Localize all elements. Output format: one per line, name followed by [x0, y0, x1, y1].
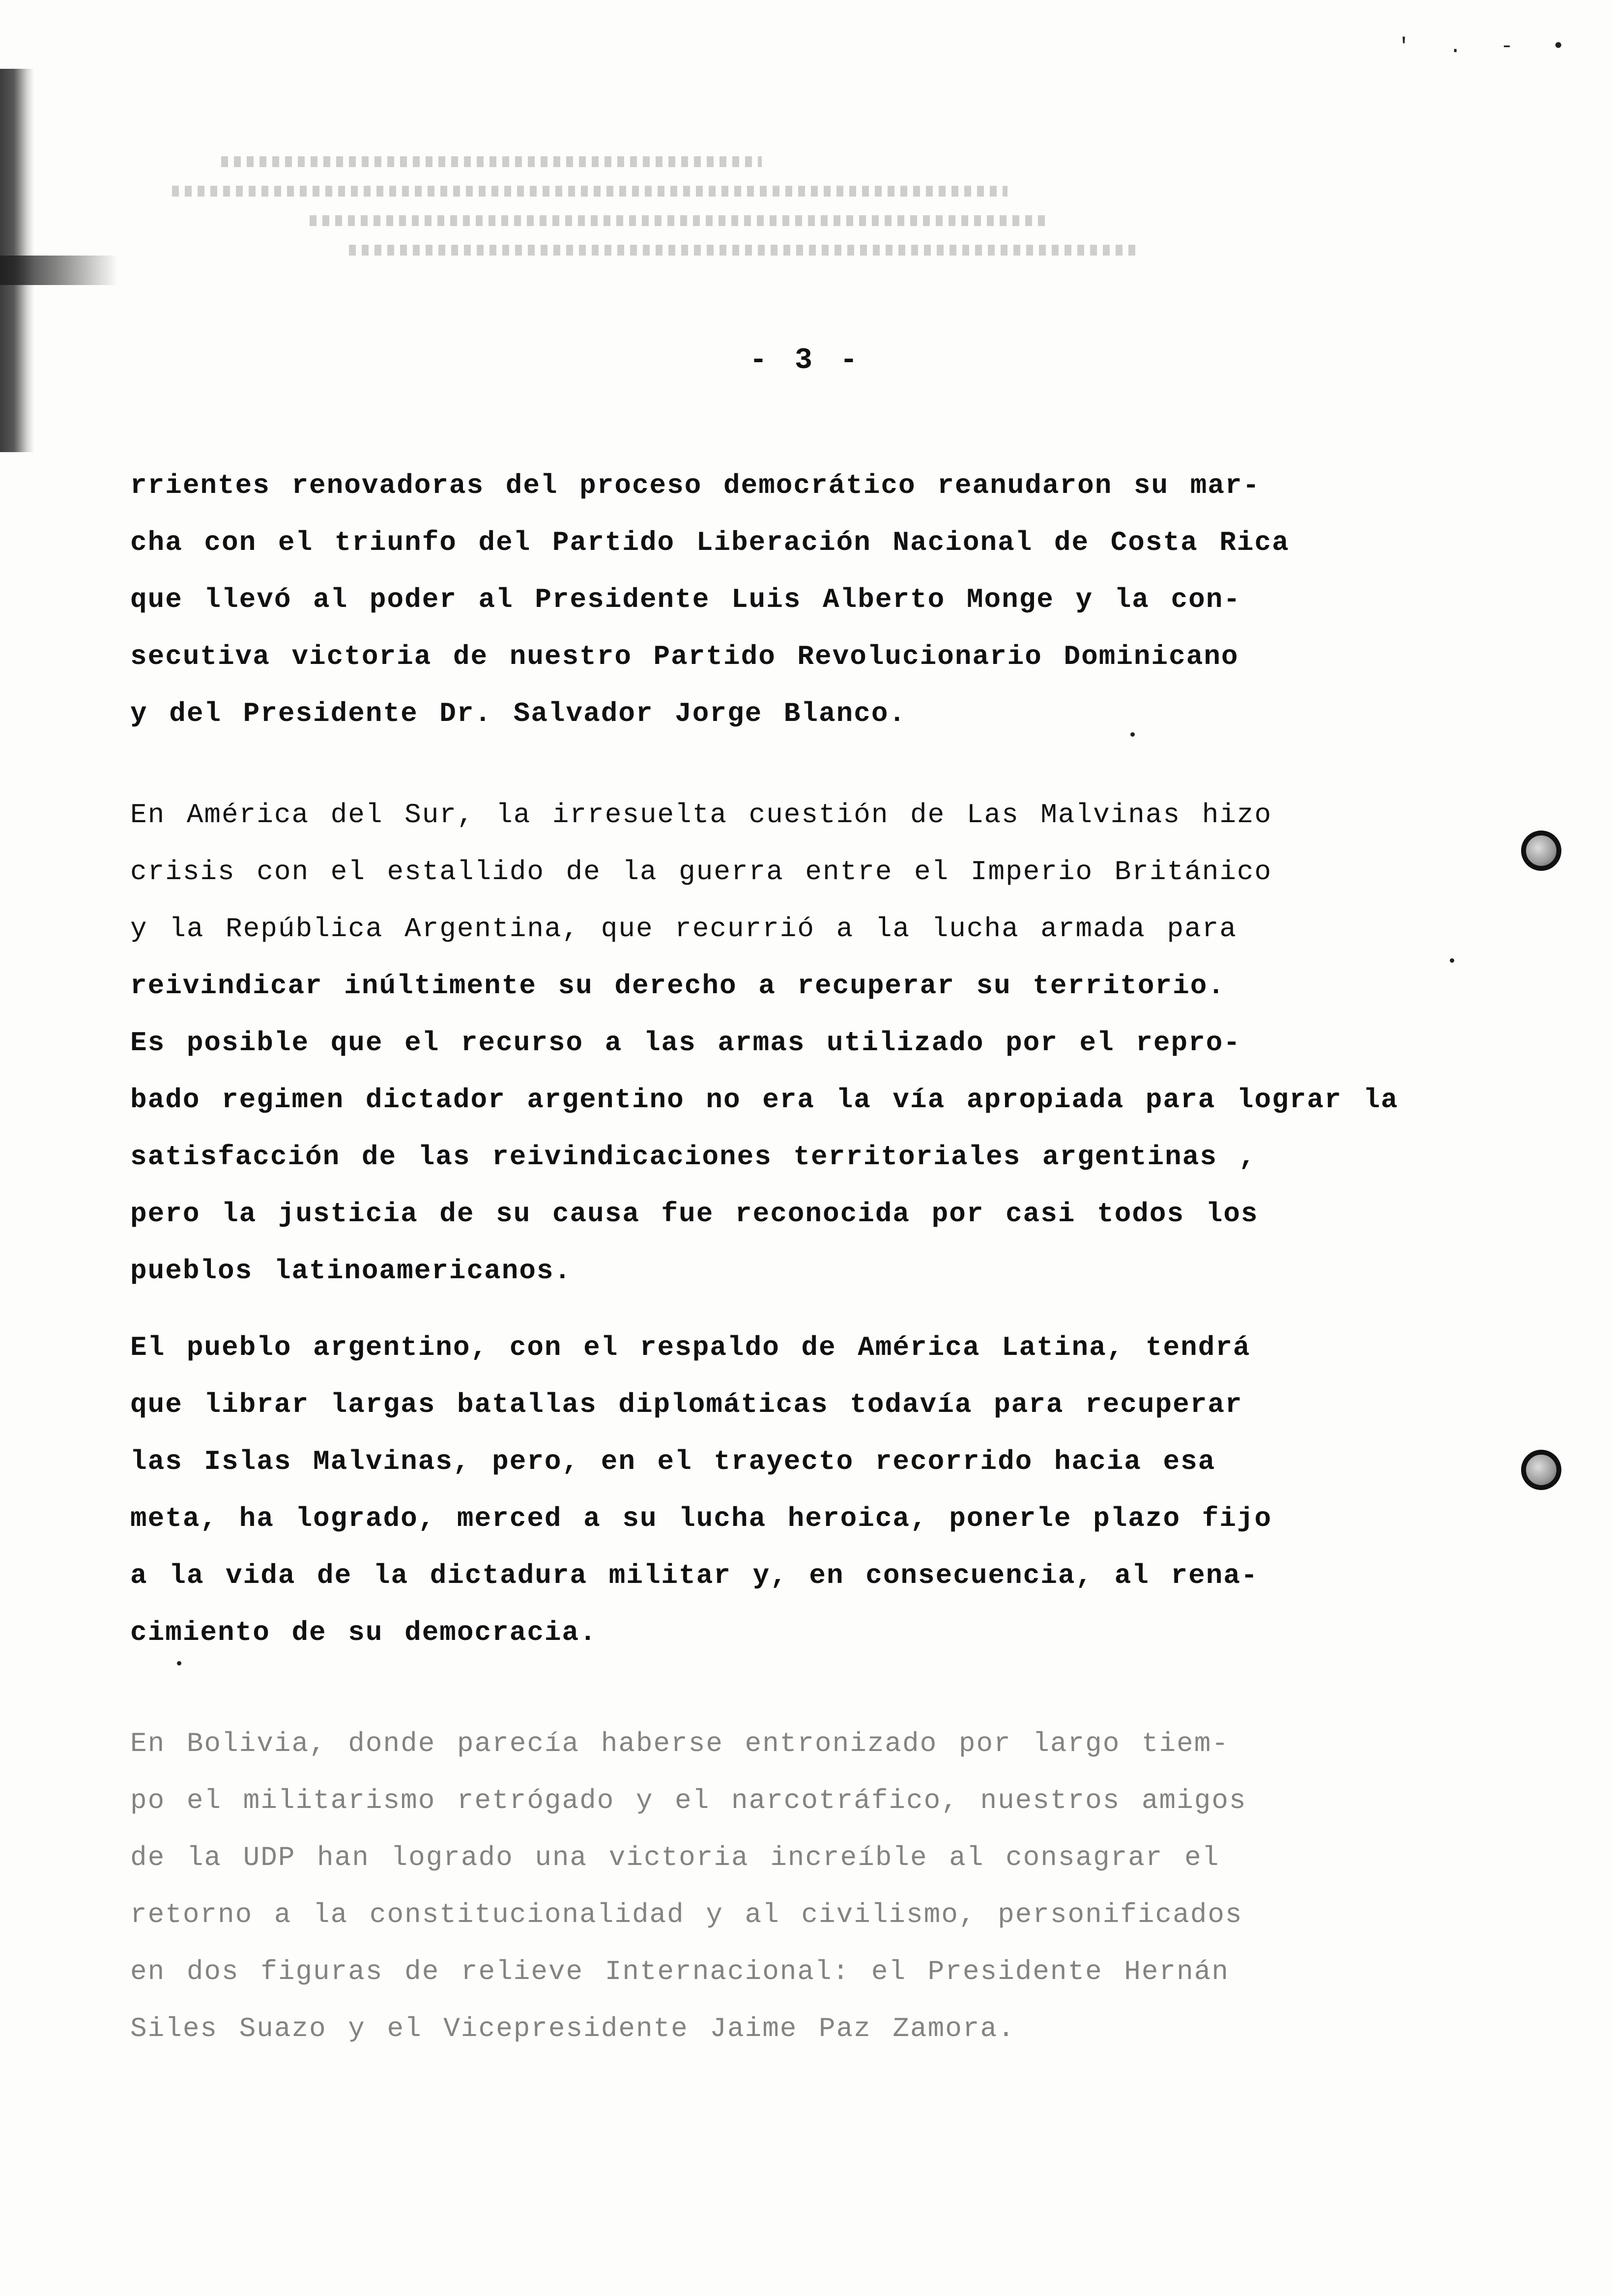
text-line: crisis con el estallido de la guerra entre el Imperio Británico: [130, 856, 1272, 888]
paragraph-malvinas: [130, 786, 1428, 1299]
text-line: que llevó al poder al Presidente Luis Alberto Monge y la con-: [130, 584, 1241, 615]
text-line: Es posible que el recurso a las armas utilizado por el repro-: [130, 1027, 1241, 1059]
text-line: y la República Argentina, que recurrió a la lucha armada para: [130, 913, 1237, 945]
scan-speck: [1130, 732, 1135, 737]
faded-letterhead: [143, 138, 1125, 300]
corner-marks: ' . - •: [1397, 34, 1578, 59]
paragraph-central-america: [130, 457, 1428, 742]
page-number: - 3 -: [749, 344, 863, 377]
text-line: pueblos latinoamericanos.: [130, 1255, 572, 1287]
text-line: satisfacción de las reivindicaciones territoriales argentinas ,: [130, 1141, 1257, 1173]
paragraph-argentina: [130, 1319, 1428, 1661]
scan-speck: [1450, 958, 1454, 963]
text-line: que librar largas batallas diplomáticas todavía para recuperar: [130, 1389, 1243, 1420]
faded-letterhead-line: [221, 156, 762, 167]
scan-edge-shadow-mark: [0, 256, 118, 285]
text-line: secutiva victoria de nuestro Partido Revolucionario Dominicano: [130, 641, 1239, 672]
text-line: Siles Suazo y el Vicepresidente Jaime Paz Zamora.: [130, 2013, 1015, 2044]
text-line: de la UDP han logrado una victoria increíble al consagrar el: [130, 1842, 1220, 1873]
punch-hole: [1521, 831, 1561, 871]
text-line: En Bolivia, donde parecía haberse entronizado por largo tiem-: [130, 1728, 1229, 1759]
faded-letterhead-line: [172, 186, 1008, 197]
scan-speck: [177, 1661, 181, 1665]
text-line: po el militarismo retrógado y el narcotráfico, nuestros amigos: [130, 1785, 1247, 1816]
document-body: [130, 457, 1428, 2057]
punch-hole: [1521, 1450, 1561, 1490]
text-line: en dos figuras de relieve Internacional: el Presidente Hernán: [130, 1956, 1229, 1987]
text-line: meta, ha logrado, merced a su lucha heroica, ponerle plazo fijo: [130, 1503, 1272, 1534]
faded-letterhead-line: [349, 245, 1135, 256]
text-line: reivindicar inúltimente su derecho a recuperar su territorio.: [130, 970, 1225, 1002]
text-line: rrientes renovadoras del proceso democrático reanudaron su mar-: [130, 470, 1261, 501]
text-line: cha con el triunfo del Partido Liberación Nacional de Costa Rica: [130, 527, 1290, 558]
text-line: bado regimen dictador argentino no era la vía apropiada para lograr la: [130, 1084, 1399, 1116]
text-line: En América del Sur, la irresuelta cuestión de Las Malvinas hizo: [130, 799, 1272, 831]
paragraph-bolivia: [130, 1715, 1428, 2057]
text-line: retorno a la constitucionalidad y al civilismo, personificados: [130, 1899, 1243, 1930]
text-line: cimiento de su democracia.: [130, 1617, 597, 1648]
text-line: a la vida de la dictadura militar y, en consecuencia, al rena-: [130, 1560, 1259, 1591]
text-line: pero la justicia de su causa fue reconocida por casi todos los: [130, 1198, 1259, 1230]
faded-letterhead-line: [310, 215, 1047, 226]
text-line: El pueblo argentino, con el respaldo de América Latina, tendrá: [130, 1332, 1251, 1363]
text-line: las Islas Malvinas, pero, en el trayecto recorrido hacia esa: [130, 1446, 1216, 1477]
text-line: y del Presidente Dr. Salvador Jorge Blanco.: [130, 698, 907, 729]
